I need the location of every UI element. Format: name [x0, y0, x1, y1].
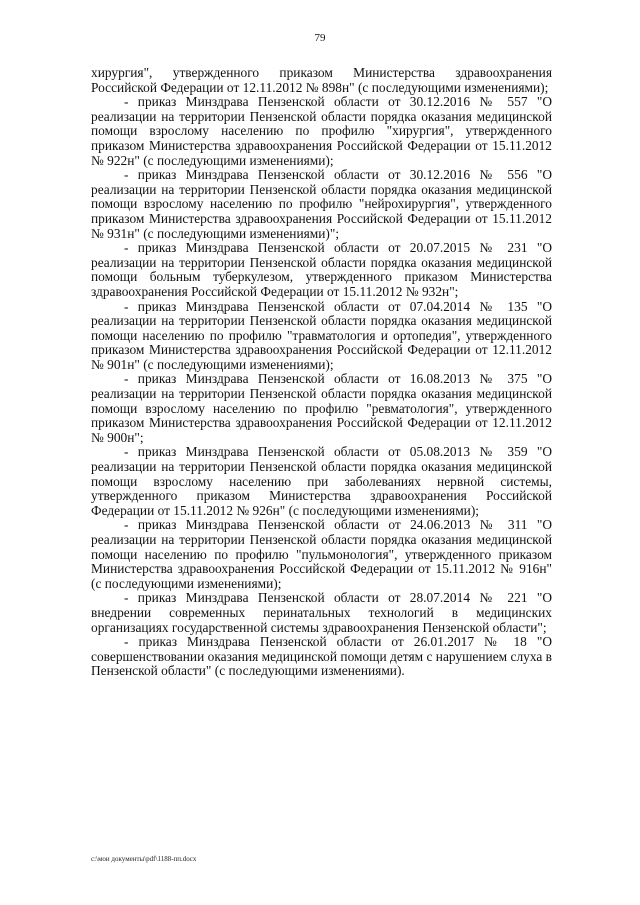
list-item-order-557: - приказ Минздрава Пензенской области от 30.12.2016 № 557 "О реализации на территории Пензенской области порядка оказания медицинской помощи взрослому населению по профилю "хирургия", утвержденного приказом Министерства здравоохранения Российской Федерации от 15.11.2012 № 922н" (с последующими изменениями);	[91, 94, 552, 168]
footer-file-path: c:\мои документы\pdf\1188-пп.docx	[91, 855, 197, 863]
list-item-order-556: - приказ Минздрава Пензенской области от 30.12.2016 № 556 "О реализации на территории Пензенской области порядка оказания медицинской помощи взрослому населению по профилю "нейрохирургия", утвержденного приказом Министерства здравоохранения Российской Федерации от 15.11.2012 № 931н" (с последующими изменениями)";	[91, 167, 552, 241]
paragraph-continuation: хирургия", утвержденного приказом Министерства здравоохранения Российской Федерации от 12.11.2012 № 898н" (с последующими изменениями);	[91, 65, 552, 95]
list-item-order-359: - приказ Минздрава Пензенской области от 05.08.2013 № 359 "О реализации на территории Пензенской области порядка оказания медицинской помощи взрослому населению при заболеваниях нервной системы, утвержденного приказом Министерства здравоохранения Российской Федерации от 15.11.2012 № 926н" (с последующими изменениями);	[91, 444, 552, 518]
document-body	[91, 66, 552, 679]
list-item-order-231: - приказ Минздрава Пензенской области от 20.07.2015 № 231 "О реализации на территории Пензенской области порядка оказания медицинской помощи больным туберкулезом, утвержденного приказом Министерства здравоохранения Российской Федерации от 15.11.2012 № 932н";	[91, 240, 552, 299]
list-item-order-18: - приказ Минздрава Пензенской области от 26.01.2017 № 18 "О совершенствовании оказания медицинской помощи детям с нарушением слуха в Пензенской области" (с последующими изменениями).	[91, 634, 552, 679]
list-item-order-221: - приказ Минздрава Пензенской области от 28.07.2014 № 221 "О внедрении современных перинатальных технологий в медицинских организациях государственной системы здравоохранения Пензенской области";	[91, 590, 552, 635]
list-item-order-311: - приказ Минздрава Пензенской области от 24.06.2013 № 311 "О реализации на территории Пензенской области порядка оказания медицинской помощи населению по профилю "пульмонология", утвержденного приказом Министерства здравоохранения Российской Федерации от 15.11.2012 № 916н" (с последующими изменениями);	[91, 517, 552, 591]
list-item-order-375: - приказ Минздрава Пензенской области от 16.08.2013 № 375 "О реализации на территории Пензенской области порядка оказания медицинской помощи взрослому населению по профилю "ревматология", утвержденного приказом Министерства здравоохранения Российской Федерации от 12.11.2012 № 900н";	[91, 371, 552, 445]
page-number: 79	[314, 32, 326, 44]
list-item-order-135: - приказ Минздрава Пензенской области от 07.04.2014 № 135 "О реализации на территории Пензенской области порядка оказания медицинской помощи населению по профилю "травматология и ортопедия", утвержденного приказом Министерства здравоохранения Российской Федерации от 12.11.2012 № 901н" (с последующими изменениями);	[91, 298, 552, 372]
